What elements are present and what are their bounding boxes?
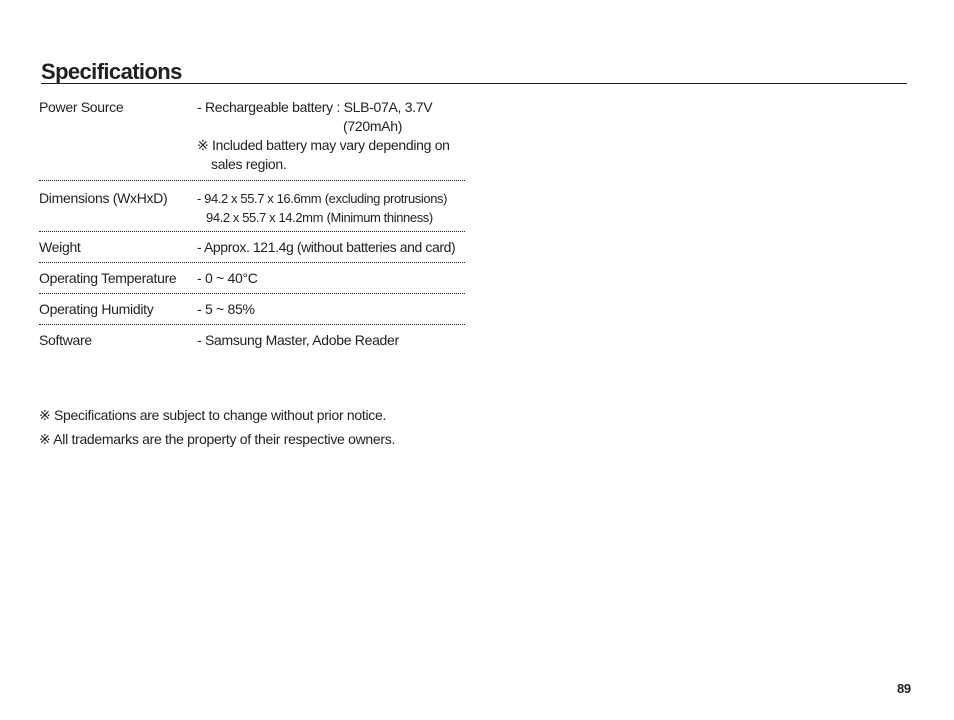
spec-value-software: - Samsung Master, Adobe Reader — [197, 332, 399, 348]
spec-label-power-source: Power Source — [39, 99, 124, 115]
power-source-note: ※ Included battery may vary depending on — [197, 137, 450, 153]
dimensions-normal — [197, 189, 465, 208]
power-source-note-cont: sales region. — [211, 156, 287, 172]
spec-row-dimensions — [39, 181, 465, 231]
power-source-capacity: (720mAh) — [343, 118, 403, 134]
footnotes — [39, 403, 395, 451]
spec-table — [39, 98, 465, 350]
spec-row-humidity — [39, 294, 465, 324]
spec-value-dimensions — [197, 189, 465, 227]
spec-label-weight: Weight — [39, 239, 81, 255]
spec-row-power-source — [39, 98, 465, 180]
spec-value-power-source — [197, 98, 465, 174]
dimensions-thin-value: 94.2 x 55.7 x 14.2mm — [206, 210, 324, 225]
footnote-spec-change: ※ Specifications are subject to change without prior notice. — [39, 407, 387, 423]
page-title: Specifications — [41, 59, 182, 84]
page-number: 89 — [897, 681, 911, 696]
spec-row-temperature — [39, 263, 465, 293]
spec-value-weight: - Approx. 121.4g (without batteries and card) — [197, 239, 456, 255]
spec-row-weight — [39, 232, 465, 262]
dimensions-normal-note: (excluding protrusions) — [324, 191, 448, 206]
spec-label-software: Software — [39, 332, 92, 348]
spec-label-dimensions: Dimensions (WxHxD) — [39, 190, 168, 206]
spec-row-software — [39, 325, 465, 350]
dimensions-thin-note: (Minimum thinness) — [326, 210, 433, 225]
power-source-battery: - Rechargeable battery : SLB-07A, 3.7V — [197, 99, 433, 115]
spec-value-temperature: - 0 ~ 40°C — [197, 270, 258, 286]
spec-value-humidity: - 5 ~ 85% — [197, 301, 255, 317]
spec-label-humidity: Operating Humidity — [39, 301, 154, 317]
title-divider — [41, 83, 907, 84]
dimensions-normal-value: - 94.2 x 55.7 x 16.6mm — [197, 191, 322, 206]
footnote-trademarks: ※ All trademarks are the property of their respective owners. — [39, 431, 396, 447]
dimensions-thin — [197, 208, 465, 227]
spec-label-temperature: Operating Temperature — [39, 270, 177, 286]
